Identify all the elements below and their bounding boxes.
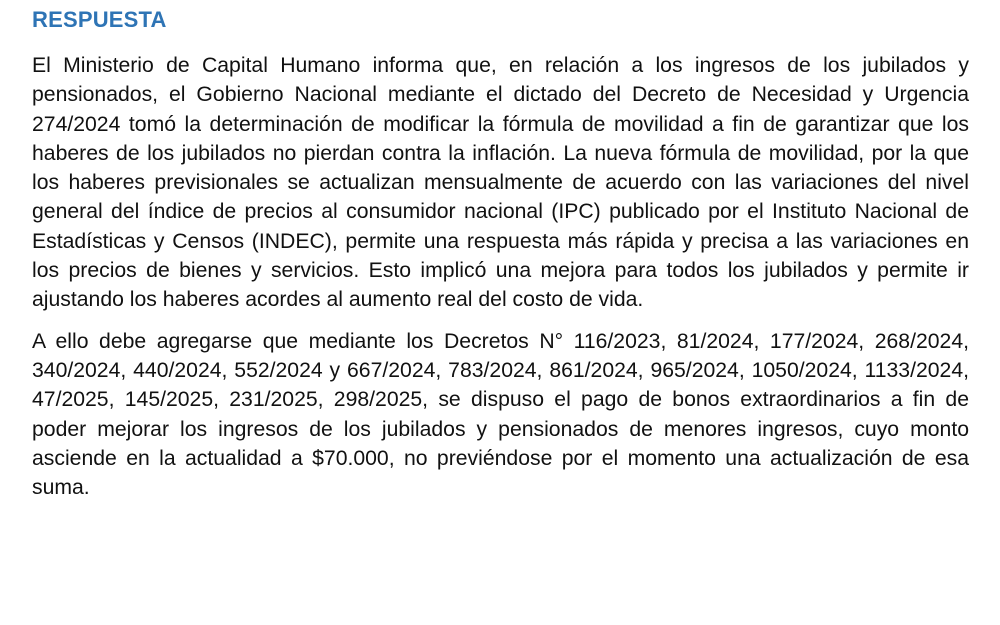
paragraph-movilidad: El Ministerio de Capital Humano informa que, en relación a los ingresos de los jubilados y pensionados, el Gobierno Nacional mediante el dictado del Decreto de Necesidad y Urgencia 274/2024 tomó la determinación de modificar la fórmula de movilidad a fin de garantizar que los haberes de los jubilados no pierdan contra la inflación. La nueva fórmula de movilidad, por la que los haberes previsionales se actualizan mensualmente de acuerdo con las variaciones del nivel general del índice de precios al consumidor nacional (IPC) publicado por el Instituto Nacional de Estadísticas y Censos (INDEC), permite una respuesta más rápida y precisa a las variaciones en los precios de bienes y servicios. Esto implicó una mejora para todos los jubilados y permite ir ajustando los haberes acordes al aumento real del costo de vida.	[32, 54, 969, 312]
paragraph-bonos: A ello debe agregarse que mediante los Decretos N° 116/2023, 81/2024, 177/2024, 268/2024, 340/2024, 440/2024, 552/2024 y 667/2024, 783/2024, 861/2024, 965/2024, 1050/2024, 1133/2024, 47/2025, 145/2025, 231/2025, 298/2025, se dispuso el pago de bonos extraordinarios a fin de poder mejorar los ingresos de los jubilados y pensionados de menores ingresos, cuyo monto asciende en la actualidad a $70.000, no previéndose por el momento una actualización de esa suma.	[32, 329, 969, 500]
document-page	[32, 0, 969, 502]
section-heading: RESPUESTA	[32, 7, 167, 32]
